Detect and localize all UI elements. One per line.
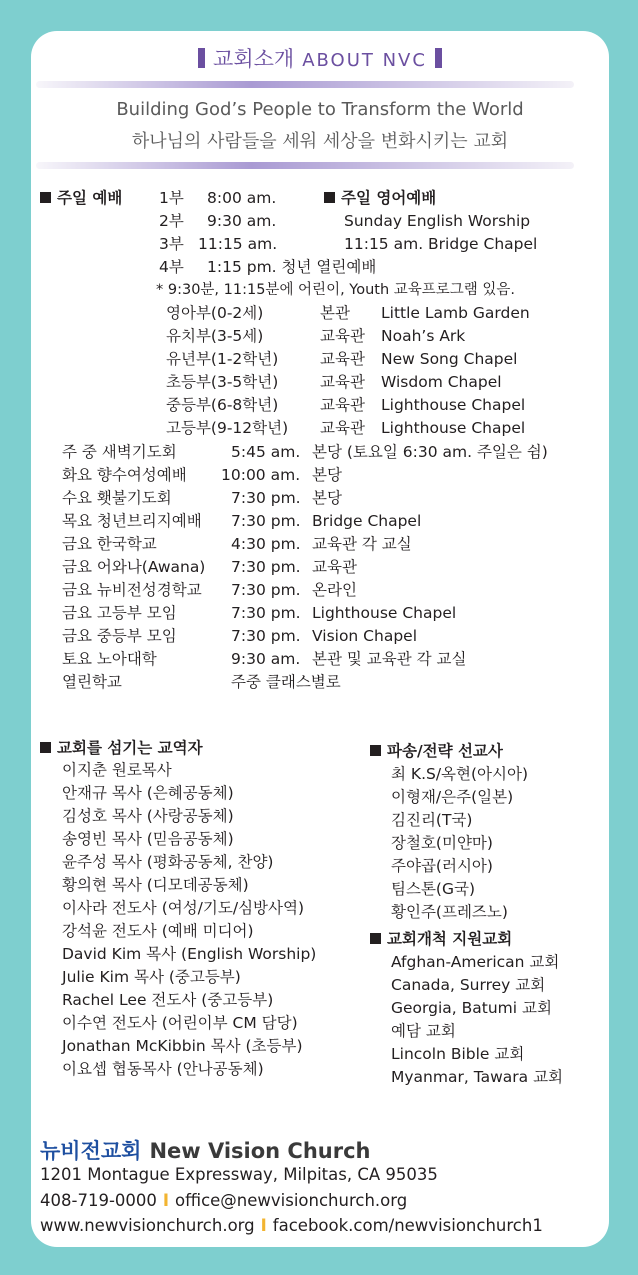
program-place: Little Lamb Garden xyxy=(381,304,530,322)
weekly-service-time: 7:30 pm. xyxy=(231,489,301,507)
info-card xyxy=(31,31,609,1247)
weekly-service-time: 7:30 pm. xyxy=(231,604,301,622)
minister-name: 김성호 목사 (사랑공동체) xyxy=(62,807,234,825)
service-label: 1부 xyxy=(159,189,184,207)
slogan-korean: 하나님의 사람들을 세워 세상을 변화시키는 교회 xyxy=(131,131,509,152)
page-title xyxy=(31,43,609,73)
program-name: 유년부(1-2학년) xyxy=(166,350,279,368)
weekly-service-name: 금요 어와나(Awana) xyxy=(62,558,206,576)
phone-link[interactable]: 408-719-0000 xyxy=(40,1191,157,1210)
minister-name: Julie Kim 목사 (중고등부) xyxy=(62,968,241,986)
separator: I xyxy=(162,1191,170,1210)
minister-name: 윤주성 목사 (평화공동체, 찬양) xyxy=(62,853,274,871)
divider-bottom xyxy=(36,162,574,169)
program-building: 본관 xyxy=(320,304,350,322)
missionary-name: 이형재/은주(일본) xyxy=(391,788,514,806)
minister-name: David Kim 목사 (English Worship) xyxy=(62,945,317,963)
missionary-name: 최 K.S/옥현(아시아) xyxy=(391,765,529,783)
weekly-service-place: 본당 (토요일 6:30 am. 주일은 쉼) xyxy=(312,443,548,461)
program-building: 교육관 xyxy=(320,419,365,437)
program-place: Lighthouse Chapel xyxy=(381,419,526,437)
program-name: 영아부(0-2세) xyxy=(166,304,264,322)
weekly-service-time: 7:30 pm. xyxy=(231,512,301,530)
weekly-service-time: 9:30 am. xyxy=(231,650,301,668)
minister-name: 이사라 전도사 (여성/기도/심방사역) xyxy=(62,899,305,917)
church-plant-name: 예담 교회 xyxy=(391,1022,456,1040)
minister-name: 황의현 목사 (디모데공동체) xyxy=(62,876,249,894)
weekly-service-name: 수요 횃불기도회 xyxy=(62,489,172,507)
weekly-service-time: 7:30 pm. xyxy=(231,558,301,576)
program-place: Noah’s Ark xyxy=(381,327,466,345)
program-name: 유치부(3-5세) xyxy=(166,327,264,345)
square-bullet-icon xyxy=(40,192,51,203)
service-time: 1:15 pm. 청년 열린예배 xyxy=(207,258,377,276)
church-plant-name: Lincoln Bible 교회 xyxy=(391,1045,525,1063)
weekly-service-name: 금요 중등부 모임 xyxy=(62,627,177,645)
weekly-service-time: 5:45 am. xyxy=(231,443,301,461)
program-place: New Song Chapel xyxy=(381,350,518,368)
program-name: 초등부(3-5학년) xyxy=(166,373,279,391)
minister-name: 이지춘 원로목사 xyxy=(62,761,172,779)
minister-name: Rachel Lee 전도사 (중고등부) xyxy=(62,991,274,1009)
minister-name: 송영빈 목사 (믿음공동체) xyxy=(62,830,234,848)
missionary-name: 팀스톤(G국) xyxy=(391,880,475,898)
minister-name: 강석윤 전도사 (예배 미디어) xyxy=(62,922,254,940)
church-plant-name: Myanmar, Tawara 교회 xyxy=(391,1068,564,1086)
weekly-service-place: 본당 xyxy=(312,466,342,484)
education-note: * 9:30분, 11:15분에 어린이, Youth 교육프로그램 있음. xyxy=(156,282,516,298)
title-bar-left xyxy=(198,48,205,68)
missionary-name: 장철호(미얀마) xyxy=(391,834,493,852)
weekly-service-name: 주 중 새벽기도회 xyxy=(62,443,177,461)
program-name: 중등부(6-8학년) xyxy=(166,396,279,414)
church-plant-name: Afghan-American 교회 xyxy=(391,953,560,971)
weekly-service-place: 교육관 각 교실 xyxy=(312,535,412,553)
website-link[interactable]: www.newvisionchurch.org xyxy=(40,1216,255,1235)
missionaries-heading: 파송/전략 선교사 xyxy=(370,741,503,761)
church-name-korean: 뉴비전교회 xyxy=(40,1139,142,1163)
service-time: 8:00 am. xyxy=(207,189,277,207)
minister-name: Jonathan McKibbin 목사 (초등부) xyxy=(62,1037,303,1055)
program-place: Wisdom Chapel xyxy=(381,373,502,391)
weekly-service-name: 금요 뉴비전성경학교 xyxy=(62,581,202,599)
program-building: 교육관 xyxy=(320,373,365,391)
church-plant-name: Georgia, Batumi 교회 xyxy=(391,999,552,1017)
program-name: 고등부(9-12학년) xyxy=(166,419,289,437)
service-time: 11:15 am. xyxy=(198,235,278,253)
facebook-link[interactable]: facebook.com/newvisionchurch1 xyxy=(272,1216,543,1235)
title-bar-right xyxy=(435,48,442,68)
square-bullet-icon xyxy=(324,192,335,203)
weekly-service-name: 토요 노아대학 xyxy=(62,650,157,668)
service-label: 3부 xyxy=(159,235,184,253)
weekly-service-name: 화요 향수여성예배 xyxy=(62,466,187,484)
weekly-service-place: Lighthouse Chapel xyxy=(312,604,457,622)
church-name xyxy=(40,1135,371,1165)
weekly-service-name: 금요 고등부 모임 xyxy=(62,604,177,622)
weekly-service-place: 본당 xyxy=(312,489,342,507)
minister-name: 안재규 목사 (은혜공동체) xyxy=(62,784,234,802)
program-building: 교육관 xyxy=(320,396,365,414)
minister-name: 이수연 전도사 (어린이부 CM 담당) xyxy=(62,1014,298,1032)
missionary-name: 주야곱(러시아) xyxy=(391,857,493,875)
weekly-service-place: 온라인 xyxy=(312,581,357,599)
sunday-worship-heading: 주일 예배 xyxy=(40,188,122,208)
weekly-service-name: 목요 청년브리지예배 xyxy=(62,512,202,530)
english-worship-line: 11:15 am. Bridge Chapel xyxy=(344,235,538,253)
title-korean: 교회소개 xyxy=(213,47,295,71)
program-building: 교육관 xyxy=(320,350,365,368)
title-english: ABOUT NVC xyxy=(302,50,427,71)
english-worship-heading: 주일 영어예배 xyxy=(324,188,436,208)
weekly-service-place: 주중 클래스별로 xyxy=(231,673,341,691)
weekly-service-time: 7:30 pm. xyxy=(231,581,301,599)
square-bullet-icon xyxy=(40,742,51,753)
weekly-service-time: 10:00 am. xyxy=(221,466,301,484)
square-bullet-icon xyxy=(370,933,381,944)
weekly-service-time: 7:30 pm. xyxy=(231,627,301,645)
english-worship-line: Sunday English Worship xyxy=(344,212,531,230)
divider-top xyxy=(36,81,574,88)
weekly-service-place: Bridge Chapel xyxy=(312,512,422,530)
weekly-service-name: 금요 한국학교 xyxy=(62,535,157,553)
church-plant-name: Canada, Surrey 교회 xyxy=(391,976,546,994)
ministers-heading: 교회를 섬기는 교역자 xyxy=(40,738,203,758)
contact-line xyxy=(40,1191,407,1210)
service-label: 4부 xyxy=(159,258,184,276)
web-line xyxy=(40,1216,543,1235)
service-label: 2부 xyxy=(159,212,184,230)
program-building: 교육관 xyxy=(320,327,365,345)
weekly-service-place: 본관 및 교육관 각 교실 xyxy=(312,650,467,668)
separator: I xyxy=(260,1216,267,1235)
slogan-english: Building God’s People to Transform the World xyxy=(116,99,524,120)
square-bullet-icon xyxy=(370,745,381,756)
minister-name: 이요셉 협동목사 (안나공동체) xyxy=(62,1060,264,1078)
email-link[interactable]: office@newvisionchurch.org xyxy=(175,1191,408,1210)
weekly-service-place: Vision Chapel xyxy=(312,627,418,645)
service-time: 9:30 am. xyxy=(207,212,277,230)
church-plants-heading: 교회개척 지원교회 xyxy=(370,929,512,949)
missionary-name: 김진리(T국) xyxy=(391,811,473,829)
weekly-service-name: 열린학교 xyxy=(62,673,122,691)
weekly-service-place: 교육관 xyxy=(312,558,357,576)
church-name-english: New Vision Church xyxy=(149,1139,371,1163)
weekly-service-time: 4:30 pm. xyxy=(231,535,301,553)
program-place: Lighthouse Chapel xyxy=(381,396,526,414)
church-address: 1201 Montague Expressway, Milpitas, CA 95035 xyxy=(40,1165,438,1184)
missionary-name: 황인주(프레즈노) xyxy=(391,903,508,921)
